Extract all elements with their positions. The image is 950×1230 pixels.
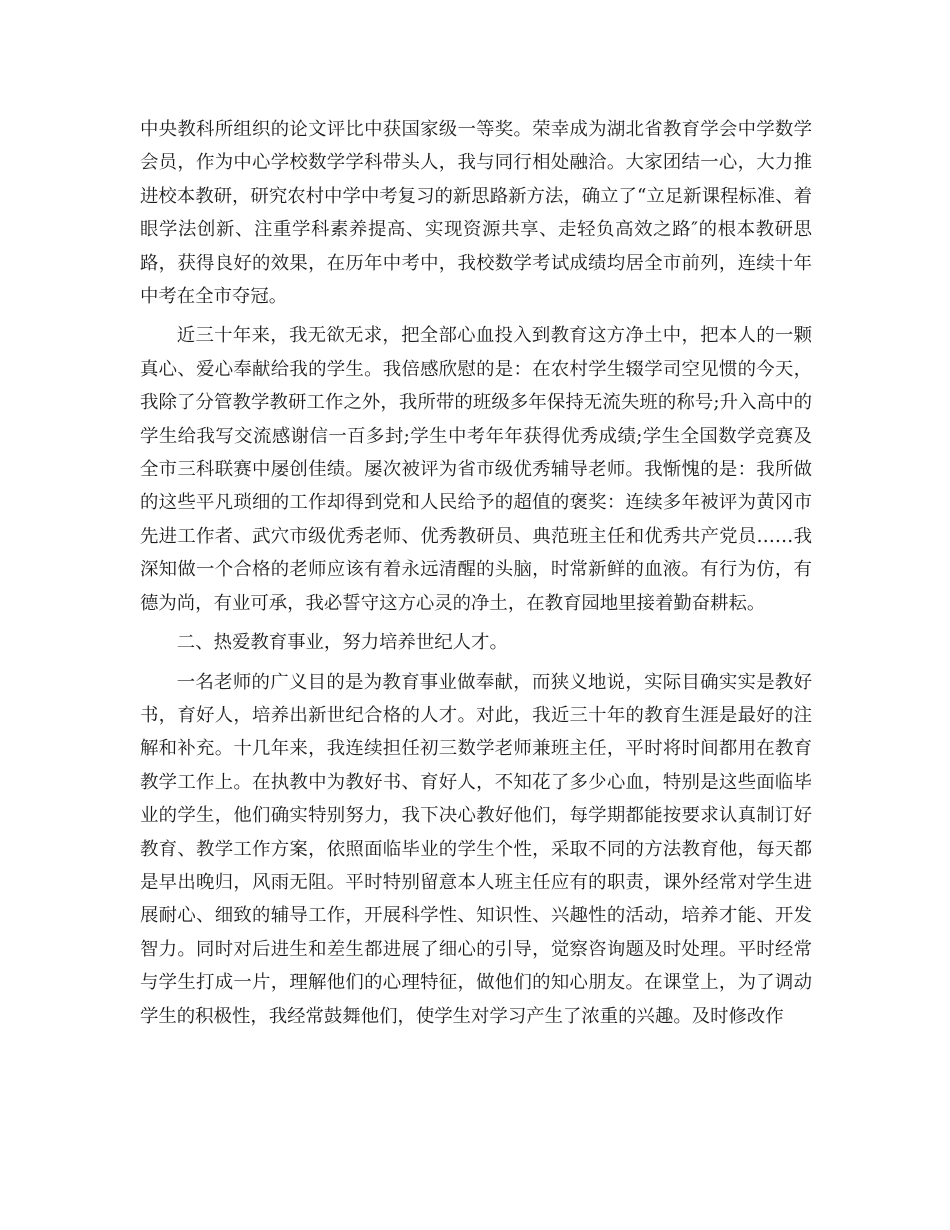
document-body bbox=[140, 113, 812, 1039]
paragraph-dedication: 近三十年来，我无欲无求，把全部心血投入到教育这方净土中，把本人的一颗真心、爱心奉献给我的学生。我倍感欣慰的是：在农村学生辍学司空见惯的今天，我除了分管教学教研工作之外，我所带的班级多年保持无流失班的称号;升入高中的学生给我写交流感谢信一百多封;学生中考年年获得优秀成绩;学生全国数学竞赛及全市三科联赛中屡创佳绩。屡次被评为省市级优秀辅导老师。我惭愧的是：我所做的这些平凡琐细的工作却得到党和人民给予的超值的褒奖：连续多年被评为黄冈市先进工作者、武穴市级优秀老师、优秀教研员、典范班主任和优秀共产党员……我深知做一个合格的老师应该有着永远清醒的头脑，时常新鲜的血液。有行为仿，有德为尚，有业可承，我必誓守这方心灵的净土，在教育园地里接着勤奋耕耘。 bbox=[140, 325, 812, 614]
section-heading-two: 二、热爱教育事业，努力培养世纪人才。 bbox=[176, 632, 508, 654]
paragraph-teaching: 一名老师的广义目的是为教育事业做奉献，而狭义地说，实际目确实实是教好书，育好人，培养出新世纪合格的人才。对此，我近三十年的教育生涯是最好的注解和补充。十几年来，我连续担任初三数学老师兼班主任，平时将时间都用在教育教学工作上。在执教中为教好书、育好人，不知花了多少心血，特别是这些面临毕业的学生，他们确实特别努力，我下决心教好他们，每学期都能按要求认真制订好教育、教学工作方案，依照面临毕业的学生个性，采取不同的方法教育他，每天都是早出晚归，风雨无阻。平时特别留意本人班主任应有的职责，课外经常对学生进展耐心、细致的辅导工作，开展科学性、知识性、兴趣性的活动，培养才能、开发智力。同时对后进生和差生都进展了细心的引导，觉察咨询题及时处理。平时经常与学生打成一片，理解他们的心理特征，做他们的知心朋友。在课堂上，为了调动学生的积极性，我经常鼓舞他们，使学生对学习产生了浓重的兴趣。及时修改作 bbox=[140, 671, 812, 1027]
paragraph-continued: 中央教科所组织的论文评比中获国家级一等奖。荣幸成为湖北省教育学会中学数学会员，作为中心学校数学学科带头人，我与同行相处融洽。大家团结一心，大力推进校本教研，研究农村中学中考复习的新思路新方法，确立了“立足新课程标准、着眼学法创新、注重学科素养提高、实现资源共享、走轻负高效之路″的根本教研思路，获得良好的效果，在历年中考中，我校数学考试成绩均居全市前列，连续十年中考在全市夺冠。 bbox=[140, 119, 812, 308]
